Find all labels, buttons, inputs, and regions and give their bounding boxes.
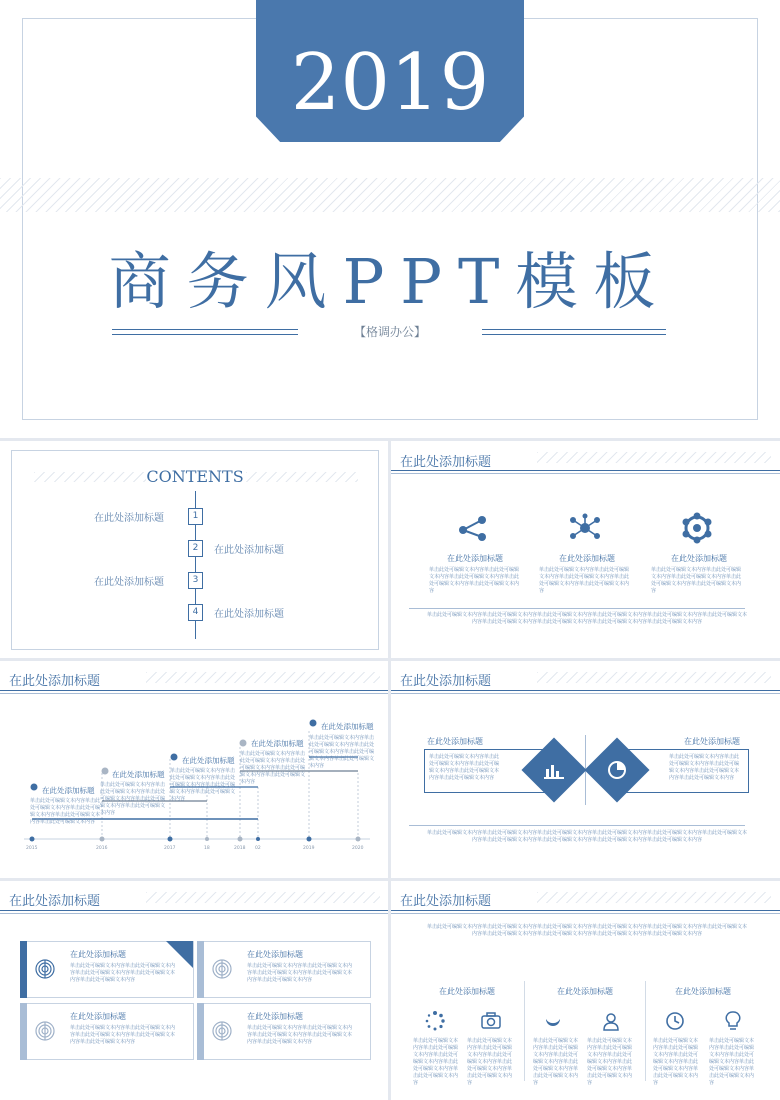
right-box-text: 单击此处可编辑文本内容单击此处可编辑文本内容单击此处可编辑文本内容单击此处可编辑文本内容单击此处可编辑文本内容: [669, 754, 740, 781]
info-card-4-text: 单击此处可编辑文本内容单击此处可编辑文本内容单击此处可编辑文本内容单击此处可编辑文本内容单击此处可编辑文本内容: [247, 1025, 353, 1045]
milestone-5-text: 单击此处可编辑文本内容单击此处可编辑文本内容单击此处可编辑文本内容单击此处可编辑文本内容单击此处可编辑文本内容: [309, 735, 375, 769]
year-label-6: 02: [255, 846, 261, 851]
share-icon: [456, 513, 490, 543]
milestone-2-title: 在此处添加标题: [112, 770, 165, 779]
column-1-text: 单击此处可编辑文本内容单击此处可编辑文本内容单击此处可编辑文本内容单击此处可编辑文本内容单击此处可编辑文本内容: [429, 567, 520, 594]
header-rule-1: [0, 690, 388, 691]
year-label-5: 2018: [234, 846, 246, 851]
column-2-title: 在此处添加标题: [559, 554, 615, 563]
contents-item-3-label[interactable]: 在此处添加标题: [94, 577, 164, 588]
group-2-title: 在此处添加标题: [557, 987, 613, 996]
slide-diamonds: [391, 661, 780, 878]
slide-header: 在此处添加标题: [400, 894, 492, 909]
header-stripe: [537, 892, 771, 903]
slide-header: 在此处添加标题: [400, 674, 492, 689]
header-rule-1: [0, 910, 388, 911]
info-card-4-accent: [197, 1003, 204, 1060]
contents-slide: [0, 441, 388, 658]
summary-text: 单击此处可编辑文本内容单击此处可编辑文本内容单击此处可编辑文本内容单击此处可编辑文本内容单击此处可编辑文本内容单击此处可编辑文本内容单击此处可编辑文本内容单击此处可编辑文本内容单击此处可编辑文本内容单击此处可编辑文本内容: [426, 830, 747, 843]
header-rule-1: [391, 690, 780, 691]
column-divider-2: [645, 981, 646, 1081]
right-box-title: 在此处添加标题: [684, 737, 740, 746]
info-card-3-accent: [20, 1003, 27, 1060]
info-card-1-title: 在此处添加标题: [70, 950, 126, 959]
milestone-5-title: 在此处添加标题: [321, 722, 374, 731]
cover-slide: [0, 0, 780, 438]
header-rule-2: [391, 913, 780, 914]
intro-text: 单击此处可编辑文本内容单击此处可编辑文本内容单击此处可编辑文本内容单击此处可编辑文本内容单击此处可编辑文本内容单击此处可编辑文本内容单击此处可编辑文本内容单击此处可编辑文本内容单击此处可编辑文本内容单击此处可编辑文本内容: [426, 924, 747, 937]
contents-heading: CONTENTS: [146, 467, 244, 486]
info-card-4-title: 在此处添加标题: [247, 1012, 303, 1021]
header-rule-2: [0, 693, 388, 694]
info-card-2-text: 单击此处可编辑文本内容单击此处可编辑文本内容单击此处可编辑文本内容单击此处可编辑文本内容单击此处可编辑文本内容: [247, 963, 353, 983]
column-3-title: 在此处添加标题: [671, 554, 727, 563]
header-stripe: [537, 672, 771, 683]
group-2-text-b: 单击此处可编辑文本内容单击此处可编辑文本内容单击此处可编辑文本内容单击此处可编辑文本内容单击此处可编辑文本内容: [587, 1038, 633, 1086]
contents-item-2-number[interactable]: 2: [188, 540, 203, 557]
header-rule-2: [391, 693, 780, 694]
contents-item-2-label[interactable]: 在此处添加标题: [214, 545, 284, 556]
column-divider-1: [524, 981, 525, 1081]
fingerprint-icon: [33, 1019, 57, 1043]
slide-cards: [0, 881, 388, 1100]
left-box-title: 在此处添加标题: [427, 737, 483, 746]
year-label-2: 2016: [96, 846, 108, 851]
cover-year: 2019: [290, 38, 490, 128]
info-card-1-accent: [20, 941, 27, 998]
slide-three-icons: [391, 441, 780, 658]
contents-stripe-right: [246, 472, 358, 482]
header-rule-2: [0, 913, 388, 914]
group-1-text-a: 单击此处可编辑文本内容单击此处可编辑文本内容单击此处可编辑文本内容单击此处可编辑文本内容单击此处可编辑文本内容: [413, 1038, 459, 1086]
cover-subtitle: 【格调办公】: [353, 325, 426, 339]
info-card-2-accent: [197, 941, 204, 998]
slide-six-icons: [391, 881, 780, 1100]
camera-icon: [479, 1009, 503, 1033]
year-label-7: 2019: [303, 846, 315, 851]
group-3-text-b: 单击此处可编辑文本内容单击此处可编辑文本内容单击此处可编辑文本内容单击此处可编辑文本内容单击此处可编辑文本内容: [709, 1038, 755, 1086]
loading-icon: [423, 1009, 447, 1033]
fingerprint-icon: [210, 957, 234, 981]
contents-item-3-number[interactable]: 3: [188, 572, 203, 589]
fingerprint-icon: [210, 1019, 234, 1043]
milestone-1-text: 单击此处可编辑文本内容单击此处可编辑文本内容单击此处可编辑文本内容单击此处可编辑文本内容单击此处可编辑文本内容: [30, 798, 101, 825]
year-label-3: 2017: [164, 846, 176, 851]
year-label-8: 2020: [352, 846, 364, 851]
column-3-text: 单击此处可编辑文本内容单击此处可编辑文本内容单击此处可编辑文本内容单击此处可编辑文本内容单击此处可编辑文本内容: [651, 567, 742, 594]
slide-header: 在此处添加标题: [9, 894, 101, 909]
header-rule-1: [391, 470, 780, 471]
milestone-4-text: 单击此处可编辑文本内容单击此处可编辑文本内容单击此处可编辑文本内容单击此处可编辑文本内容单击此处可编辑文本内容: [240, 751, 306, 785]
contents-stripe-left: [34, 472, 146, 482]
milestone-3-title: 在此处添加标题: [182, 756, 235, 765]
slide-header: 在此处添加标题: [400, 455, 492, 470]
contents-item-4-label[interactable]: 在此处添加标题: [214, 609, 284, 620]
network-icon: [568, 513, 602, 543]
fingerprint-icon: [33, 957, 57, 981]
info-card-3-title: 在此处添加标题: [70, 1012, 126, 1021]
contents-item-1-number[interactable]: 1: [188, 508, 203, 525]
slide-timeline: [0, 661, 388, 878]
summary-text: 单击此处可编辑文本内容单击此处可编辑文本内容单击此处可编辑文本内容单击此处可编辑文本内容单击此处可编辑文本内容单击此处可编辑文本内容单击此处可编辑文本内容单击此处可编辑文本内容单击此处可编辑文本内容单击此处可编辑文本内容: [426, 612, 747, 625]
bulb-icon: [721, 1009, 745, 1033]
info-card-1-text: 单击此处可编辑文本内容单击此处可编辑文本内容单击此处可编辑文本内容单击此处可编辑文本内容单击此处可编辑文本内容: [70, 963, 176, 983]
info-card-3-text: 单击此处可编辑文本内容单击此处可编辑文本内容单击此处可编辑文本内容单击此处可编辑文本内容单击此处可编辑文本内容: [70, 1025, 176, 1045]
left-box-text: 单击此处可编辑文本内容单击此处可编辑文本内容单击此处可编辑文本内容单击此处可编辑文本内容单击此处可编辑文本内容: [429, 754, 500, 781]
year-label-4: 18: [204, 846, 210, 851]
header-rule-1: [391, 910, 780, 911]
group-2-text-a: 单击此处可编辑文本内容单击此处可编辑文本内容单击此处可编辑文本内容单击此处可编辑文本内容单击此处可编辑文本内容: [533, 1038, 579, 1086]
milestone-1-title: 在此处添加标题: [42, 786, 95, 795]
group-3-title: 在此处添加标题: [675, 987, 731, 996]
divider-line: [409, 608, 745, 609]
milestone-4-title: 在此处添加标题: [251, 739, 304, 748]
contents-item-1-label[interactable]: 在此处添加标题: [94, 513, 164, 524]
cover-stripe-band: [0, 178, 780, 212]
header-rule-2: [391, 473, 780, 474]
info-card-2-title: 在此处添加标题: [247, 950, 303, 959]
column-1-title: 在此处添加标题: [447, 554, 503, 563]
column-2-text: 单击此处可编辑文本内容单击此处可编辑文本内容单击此处可编辑文本内容单击此处可编辑文本内容单击此处可编辑文本内容: [539, 567, 630, 594]
milestone-3-text: 单击此处可编辑文本内容单击此处可编辑文本内容单击此处可编辑文本内容单击此处可编辑文本内容单击此处可编辑文本内容: [170, 768, 236, 802]
header-stripe: [146, 892, 380, 903]
year-label-1: 2015: [26, 846, 38, 851]
user-icon: [599, 1009, 623, 1033]
header-stripe: [146, 672, 380, 683]
moon-icon: [541, 1009, 565, 1033]
milestone-2-text: 单击此处可编辑文本内容单击此处可编辑文本内容单击此处可编辑文本内容单击此处可编辑文本内容单击此处可编辑文本内容: [100, 782, 166, 816]
slide-header: 在此处添加标题: [9, 674, 101, 689]
cover-title: 商务风PPT模板: [108, 245, 672, 318]
divider-line: [409, 825, 745, 826]
clock-icon: [663, 1009, 687, 1033]
contents-item-4-number[interactable]: 4: [188, 604, 203, 621]
group-3-text-a: 单击此处可编辑文本内容单击此处可编辑文本内容单击此处可编辑文本内容单击此处可编辑文本内容单击此处可编辑文本内容: [653, 1038, 699, 1086]
pie-chart-icon: [605, 758, 629, 782]
header-stripe: [537, 452, 771, 463]
molecule-icon: [680, 512, 714, 544]
group-1-text-b: 单击此处可编辑文本内容单击此处可编辑文本内容单击此处可编辑文本内容单击此处可编辑文本内容单击此处可编辑文本内容: [467, 1038, 513, 1086]
group-1-title: 在此处添加标题: [439, 987, 495, 996]
bar-chart-icon: [542, 758, 566, 782]
